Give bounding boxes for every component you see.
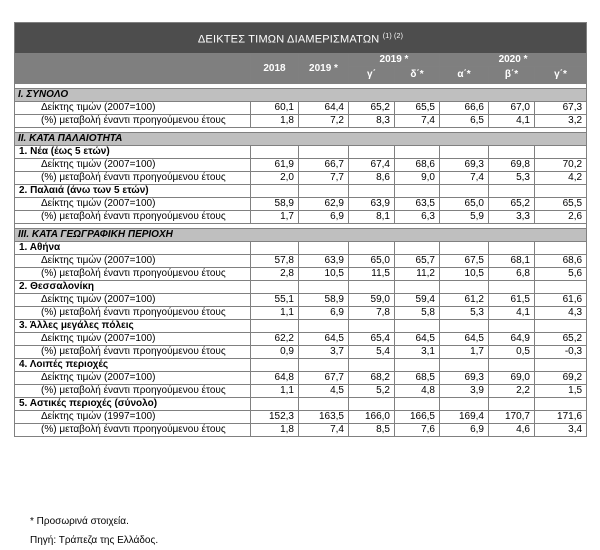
- table-row: [15, 115, 587, 128]
- value-cell: 8,6: [349, 172, 395, 185]
- value-cell: 6,9: [299, 307, 349, 320]
- empty-cell: [395, 320, 440, 333]
- value-cell: 61,6: [535, 294, 587, 307]
- empty-cell: [535, 185, 587, 198]
- value-cell: 61,9: [251, 159, 299, 172]
- empty-cell: [251, 320, 299, 333]
- subgroup-header-row: [15, 398, 587, 411]
- empty-cell: [299, 146, 349, 159]
- subgroup-header-row: [15, 185, 587, 198]
- empty-cell: [349, 281, 395, 294]
- empty-cell: [299, 281, 349, 294]
- value-cell: 1,1: [251, 307, 299, 320]
- subgroup-header-row: [15, 242, 587, 255]
- table-row: [15, 102, 587, 115]
- row-label: Δείκτης τιμών (2007=100): [15, 294, 251, 307]
- value-cell: 65,4: [349, 333, 395, 346]
- value-cell: 0,5: [489, 346, 535, 359]
- value-cell: 63,5: [395, 198, 440, 211]
- row-label: (%) μεταβολή έναντι προηγούμενου έτους: [15, 172, 251, 185]
- table-row: [15, 294, 587, 307]
- empty-cell: [440, 185, 489, 198]
- value-cell: 5,2: [349, 385, 395, 398]
- value-cell: 8,5: [349, 424, 395, 437]
- subgroup-header-row: [15, 320, 587, 333]
- price-index-table: [14, 22, 587, 437]
- value-cell: 63,9: [349, 198, 395, 211]
- row-label: (%) μεταβολή έναντι προηγούμενου έτους: [15, 268, 251, 281]
- row-label: Δείκτης τιμών (2007=100): [15, 255, 251, 268]
- value-cell: 6,9: [440, 424, 489, 437]
- value-cell: 61,2: [440, 294, 489, 307]
- value-cell: 69,0: [489, 372, 535, 385]
- value-cell: 67,4: [349, 159, 395, 172]
- value-cell: 7,4: [299, 424, 349, 437]
- value-cell: 68,6: [395, 159, 440, 172]
- table-row: [15, 372, 587, 385]
- value-cell: 4,1: [489, 115, 535, 128]
- empty-cell: [251, 242, 299, 255]
- section-header-row: [15, 229, 587, 242]
- value-cell: 1,7: [440, 346, 489, 359]
- empty-cell: [489, 242, 535, 255]
- value-cell: 5,3: [440, 307, 489, 320]
- value-cell: 4,3: [535, 307, 587, 320]
- empty-cell: [489, 398, 535, 411]
- value-cell: 4,6: [489, 424, 535, 437]
- note-provisional: * Προσωρινά στοιχεία.: [30, 516, 129, 527]
- empty-cell: [440, 320, 489, 333]
- value-cell: 69,2: [535, 372, 587, 385]
- header-year-2018: 2018: [251, 54, 299, 84]
- table-row: [15, 211, 587, 224]
- empty-cell: [251, 185, 299, 198]
- value-cell: 3,9: [440, 385, 489, 398]
- value-cell: 7,2: [299, 115, 349, 128]
- value-cell: 65,2: [489, 198, 535, 211]
- row-label: (%) μεταβολή έναντι προηγούμενου έτους: [15, 211, 251, 224]
- table-row: [15, 424, 587, 437]
- value-cell: 64,5: [299, 333, 349, 346]
- value-cell: 65,0: [349, 255, 395, 268]
- value-cell: -0,3: [535, 346, 587, 359]
- value-cell: 2,0: [251, 172, 299, 185]
- value-cell: 171,6: [535, 411, 587, 424]
- empty-cell: [535, 398, 587, 411]
- value-cell: 59,0: [349, 294, 395, 307]
- value-cell: 5,3: [489, 172, 535, 185]
- empty-cell: [535, 242, 587, 255]
- value-cell: 2,8: [251, 268, 299, 281]
- row-label: Δείκτης τιμών (1997=100): [15, 411, 251, 424]
- value-cell: 1,8: [251, 424, 299, 437]
- row-label: Δείκτης τιμών (2007=100): [15, 159, 251, 172]
- value-cell: 3,7: [299, 346, 349, 359]
- section-header-row: [15, 89, 587, 102]
- value-cell: 7,6: [395, 424, 440, 437]
- value-cell: 2,6: [535, 211, 587, 224]
- value-cell: 67,5: [440, 255, 489, 268]
- header-row-top: [15, 54, 587, 67]
- value-cell: 64,9: [489, 333, 535, 346]
- empty-cell: [349, 185, 395, 198]
- value-cell: 65,7: [395, 255, 440, 268]
- value-cell: 64,5: [395, 333, 440, 346]
- value-cell: 6,9: [299, 211, 349, 224]
- subgroup-title: 4. Λοιπές περιοχές: [15, 359, 251, 372]
- value-cell: 4,8: [395, 385, 440, 398]
- value-cell: 163,5: [299, 411, 349, 424]
- empty-cell: [299, 320, 349, 333]
- empty-cell: [440, 398, 489, 411]
- section-title: II. ΚΑΤΑ ΠΑΛΑΙΟΤΗΤΑ: [15, 133, 587, 146]
- value-cell: 67,3: [535, 102, 587, 115]
- value-cell: 63,9: [299, 255, 349, 268]
- table-row: [15, 172, 587, 185]
- empty-cell: [251, 281, 299, 294]
- empty-cell: [440, 281, 489, 294]
- empty-cell: [489, 281, 535, 294]
- value-cell: 68,5: [395, 372, 440, 385]
- empty-cell: [299, 359, 349, 372]
- note-source: Πηγή: Τράπεζα της Ελλάδος.: [30, 535, 159, 546]
- table-row: [15, 411, 587, 424]
- value-cell: 9,0: [395, 172, 440, 185]
- value-cell: 68,6: [535, 255, 587, 268]
- table-title-row: [15, 23, 587, 54]
- value-cell: 62,9: [299, 198, 349, 211]
- value-cell: 169,4: [440, 411, 489, 424]
- subgroup-title: 1. Νέα (έως 5 ετών): [15, 146, 251, 159]
- table-row: [15, 159, 587, 172]
- value-cell: 7,7: [299, 172, 349, 185]
- row-label: Δείκτης τιμών (2007=100): [15, 198, 251, 211]
- empty-cell: [489, 185, 535, 198]
- value-cell: 65,2: [535, 333, 587, 346]
- value-cell: 69,3: [440, 159, 489, 172]
- value-cell: 68,1: [489, 255, 535, 268]
- header-q2-2020: β΄*: [489, 67, 535, 84]
- value-cell: 66,6: [440, 102, 489, 115]
- value-cell: 64,4: [299, 102, 349, 115]
- value-cell: 66,7: [299, 159, 349, 172]
- value-cell: 10,5: [299, 268, 349, 281]
- subgroup-title: 1. Αθήνα: [15, 242, 251, 255]
- value-cell: 6,5: [440, 115, 489, 128]
- subgroup-title: 2. Θεσσαλονίκη: [15, 281, 251, 294]
- value-cell: 1,7: [251, 211, 299, 224]
- table-row: [15, 333, 587, 346]
- value-cell: 62,2: [251, 333, 299, 346]
- empty-cell: [395, 398, 440, 411]
- row-label: (%) μεταβολή έναντι προηγούμενου έτους: [15, 385, 251, 398]
- subgroup-title: 2. Παλαιά (άνω των 5 ετών): [15, 185, 251, 198]
- empty-cell: [349, 146, 395, 159]
- value-cell: 10,5: [440, 268, 489, 281]
- header-q4-2019: δ΄*: [395, 67, 440, 84]
- table-row: [15, 385, 587, 398]
- empty-cell: [299, 185, 349, 198]
- value-cell: 58,9: [299, 294, 349, 307]
- value-cell: 61,5: [489, 294, 535, 307]
- value-cell: 5,6: [535, 268, 587, 281]
- empty-cell: [440, 359, 489, 372]
- subgroup-header-row: [15, 146, 587, 159]
- value-cell: 60,1: [251, 102, 299, 115]
- value-cell: 68,2: [349, 372, 395, 385]
- value-cell: 4,1: [489, 307, 535, 320]
- section-header-row: [15, 133, 587, 146]
- table-row: [15, 346, 587, 359]
- value-cell: 3,2: [535, 115, 587, 128]
- header-2020-quarters: 2020 *: [440, 54, 587, 67]
- value-cell: 7,4: [395, 115, 440, 128]
- value-cell: 57,8: [251, 255, 299, 268]
- empty-cell: [349, 398, 395, 411]
- value-cell: 67,7: [299, 372, 349, 385]
- empty-cell: [535, 359, 587, 372]
- value-cell: 5,9: [440, 211, 489, 224]
- empty-cell: [395, 359, 440, 372]
- value-cell: 8,1: [349, 211, 395, 224]
- value-cell: 3,4: [535, 424, 587, 437]
- table-row: [15, 255, 587, 268]
- table-row: [15, 268, 587, 281]
- subgroup-title: 5. Αστικές περιοχές (σύνολο): [15, 398, 251, 411]
- value-cell: 152,3: [251, 411, 299, 424]
- empty-cell: [299, 398, 349, 411]
- empty-cell: [395, 281, 440, 294]
- value-cell: 7,4: [440, 172, 489, 185]
- empty-cell: [489, 146, 535, 159]
- row-label: (%) μεταβολή έναντι προηγούμενου έτους: [15, 424, 251, 437]
- value-cell: 170,7: [489, 411, 535, 424]
- row-label: (%) μεταβολή έναντι προηγούμενου έτους: [15, 115, 251, 128]
- value-cell: 6,8: [489, 268, 535, 281]
- value-cell: 6,3: [395, 211, 440, 224]
- value-cell: 65,5: [395, 102, 440, 115]
- empty-cell: [489, 320, 535, 333]
- header-q3-2019: γ΄: [349, 67, 395, 84]
- row-label: (%) μεταβολή έναντι προηγούμενου έτους: [15, 346, 251, 359]
- row-label: (%) μεταβολή έναντι προηγούμενου έτους: [15, 307, 251, 320]
- value-cell: 59,4: [395, 294, 440, 307]
- header-2019-quarters: 2019 *: [349, 54, 440, 67]
- value-cell: 1,1: [251, 385, 299, 398]
- empty-cell: [535, 320, 587, 333]
- value-cell: 69,3: [440, 372, 489, 385]
- row-label: Δείκτης τιμών (2007=100): [15, 372, 251, 385]
- empty-cell: [299, 242, 349, 255]
- value-cell: 58,9: [251, 198, 299, 211]
- value-cell: 65,2: [349, 102, 395, 115]
- value-cell: 65,5: [535, 198, 587, 211]
- value-cell: 2,2: [489, 385, 535, 398]
- value-cell: 4,5: [299, 385, 349, 398]
- empty-cell: [489, 359, 535, 372]
- value-cell: 55,1: [251, 294, 299, 307]
- subgroup-header-row: [15, 281, 587, 294]
- empty-cell: [349, 359, 395, 372]
- value-cell: 3,1: [395, 346, 440, 359]
- header-q3-2020: γ΄*: [535, 67, 587, 84]
- value-cell: 8,3: [349, 115, 395, 128]
- value-cell: 0,9: [251, 346, 299, 359]
- value-cell: 65,0: [440, 198, 489, 211]
- table-notes: [30, 512, 158, 550]
- table-title: ΔΕΙΚΤΕΣ ΤΙΜΩΝ ΔΙΑΜΕΡΙΣΜΑΤΩΝ $^{(1) (2)}$: [15, 23, 587, 54]
- header-q1-2020: α΄*: [440, 67, 489, 84]
- value-cell: 1,8: [251, 115, 299, 128]
- empty-cell: [395, 185, 440, 198]
- empty-cell: [395, 146, 440, 159]
- table-row: [15, 307, 587, 320]
- empty-cell: [440, 146, 489, 159]
- table-row: [15, 198, 587, 211]
- value-cell: 11,5: [349, 268, 395, 281]
- section-title: I. ΣΥΝΟΛΟ: [15, 89, 587, 102]
- value-cell: 166,0: [349, 411, 395, 424]
- empty-cell: [251, 146, 299, 159]
- value-cell: 7,8: [349, 307, 395, 320]
- price-index-table-container: [14, 22, 586, 437]
- row-label: Δείκτης τιμών (2007=100): [15, 333, 251, 346]
- empty-cell: [395, 242, 440, 255]
- value-cell: 64,5: [440, 333, 489, 346]
- title-footnote-refs: (1) (2): [382, 32, 404, 40]
- empty-cell: [349, 320, 395, 333]
- empty-cell: [251, 359, 299, 372]
- empty-cell: [440, 242, 489, 255]
- value-cell: 64,8: [251, 372, 299, 385]
- value-cell: 70,2: [535, 159, 587, 172]
- header-blank: [15, 54, 251, 84]
- subgroup-title: 3. Άλλες μεγάλες πόλεις: [15, 320, 251, 333]
- subgroup-header-row: [15, 359, 587, 372]
- value-cell: 5,8: [395, 307, 440, 320]
- value-cell: 5,4: [349, 346, 395, 359]
- value-cell: 69,8: [489, 159, 535, 172]
- empty-cell: [535, 146, 587, 159]
- section-title: III. ΚΑΤΑ ΓΕΩΓΡΑΦΙΚΗ ΠΕΡΙΟΧΗ: [15, 229, 587, 242]
- header-year-2019: 2019 *: [299, 54, 349, 84]
- value-cell: 3,3: [489, 211, 535, 224]
- empty-cell: [535, 281, 587, 294]
- value-cell: 4,2: [535, 172, 587, 185]
- value-cell: 1,5: [535, 385, 587, 398]
- value-cell: 11,2: [395, 268, 440, 281]
- empty-cell: [349, 242, 395, 255]
- value-cell: 67,0: [489, 102, 535, 115]
- value-cell: 166,5: [395, 411, 440, 424]
- row-label: Δείκτης τιμών (2007=100): [15, 102, 251, 115]
- empty-cell: [251, 398, 299, 411]
